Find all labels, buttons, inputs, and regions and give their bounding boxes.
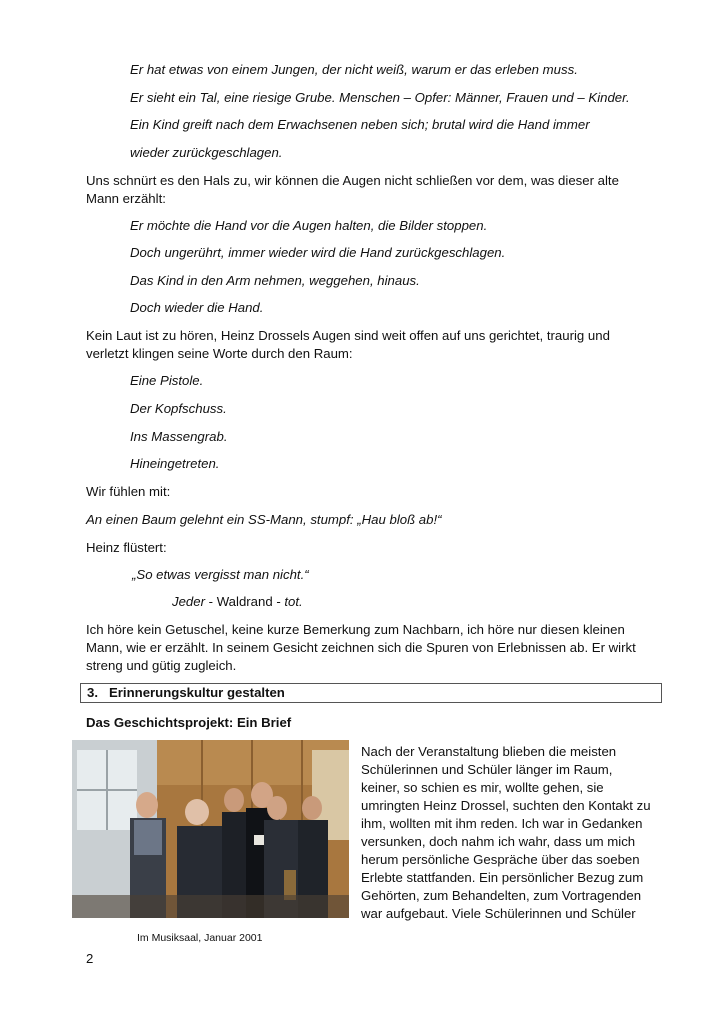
text-line: Hineingetreten. [130, 456, 220, 471]
page-number: 2 [86, 951, 94, 966]
text-line: Ich höre kein Getuschel, keine kurze Bemerkung zum Nachbarn, ich höre nur diesen kleinen [86, 622, 625, 637]
section-heading-box [80, 683, 662, 703]
text-line: Ein Kind greift nach dem Erwachsenen neben sich; brutal wird die Hand immer [130, 117, 590, 132]
right-column-line: war aufgebaut. Viele Schülerinnen und Schüler [361, 906, 636, 921]
right-column-line: Erlebte stattfanden. Ein persönlicher Bezug zum [361, 870, 644, 885]
jeder-line [172, 593, 303, 611]
right-column-line: ihm, wollten mit ihm reden. Ich war in Gedanken [361, 816, 643, 831]
subheading: Das Geschichtsprojekt: Ein Brief [86, 715, 292, 730]
section-heading: 3. Erinnerungskultur gestalten [87, 685, 285, 700]
text-line: Kein Laut ist zu hören, Heinz Drossels Augen sind weit offen auf uns gerichtet, traurig und [86, 328, 610, 343]
text-line: Mann erzählt: [86, 191, 166, 206]
text-line: Eine Pistole. [130, 373, 204, 388]
photo-musiksaal [72, 740, 349, 918]
right-column-line: keiner, so schien es mir, wollte gehen, sie [361, 780, 604, 795]
text-line: Mann, wie er erzählt. In seinem Gesicht zeichnen sich die Spuren von Erlebnissen ab. Er wirkt [86, 640, 636, 655]
waldrand-text: - Waldrand - [205, 594, 285, 609]
tot-word: tot. [284, 594, 303, 609]
text-line: Er sieht ein Tal, eine riesige Grube. Menschen – Opfer: Männer, Frauen und – Kinder. [130, 90, 630, 105]
text-line: Der Kopfschuss. [130, 401, 227, 416]
text-line: Ins Massengrab. [130, 429, 228, 444]
text-line: verletzt klingen seine Worte durch den Raum: [86, 346, 353, 361]
text-line: Heinz flüstert: [86, 540, 167, 555]
text-line: Doch ungerührt, immer wieder wird die Hand zurückgeschlagen. [130, 245, 506, 260]
right-column-line: umringten Heinz Drossel, suchten den Kontakt zu [361, 798, 651, 813]
text-line: Das Kind in den Arm nehmen, weggehen, hinaus. [130, 273, 420, 288]
text-line: streng und gütig zugleich. [86, 658, 237, 673]
right-column-line: Schülerinnen und Schüler länger im Raum, [361, 762, 613, 777]
right-column-line: Nach der Veranstaltung blieben die meisten [361, 744, 617, 759]
text-line: An einen Baum gelehnt ein SS-Mann, stumpf: „Hau bloß ab!“ [86, 512, 442, 527]
right-column-line: Gehörten, zum Behandelten, zum Vortragenden [361, 888, 642, 903]
text-line: Wir fühlen mit: [86, 484, 171, 499]
right-column-line: herum persönliche Gespräche über das soeben [361, 852, 640, 867]
text-line: Er hat etwas von einem Jungen, der nicht weiß, warum er das erleben muss. [130, 62, 578, 77]
text-line: Doch wieder die Hand. [130, 300, 264, 315]
text-line: Uns schnürt es den Hals zu, wir können die Augen nicht schließen vor dem, was dieser alte [86, 173, 619, 188]
photo-caption: Im Musiksaal, Januar 2001 [137, 932, 263, 944]
right-column-line: versunken, doch nahm ich wahr, dass um mich [361, 834, 636, 849]
text-line: Er möchte die Hand vor die Augen halten, die Bilder stoppen. [130, 218, 488, 233]
text-line: „So etwas vergisst man nicht.“ [132, 567, 309, 582]
text-line: wieder zurückgeschlagen. [130, 145, 283, 160]
jeder-word: Jeder [172, 594, 205, 609]
